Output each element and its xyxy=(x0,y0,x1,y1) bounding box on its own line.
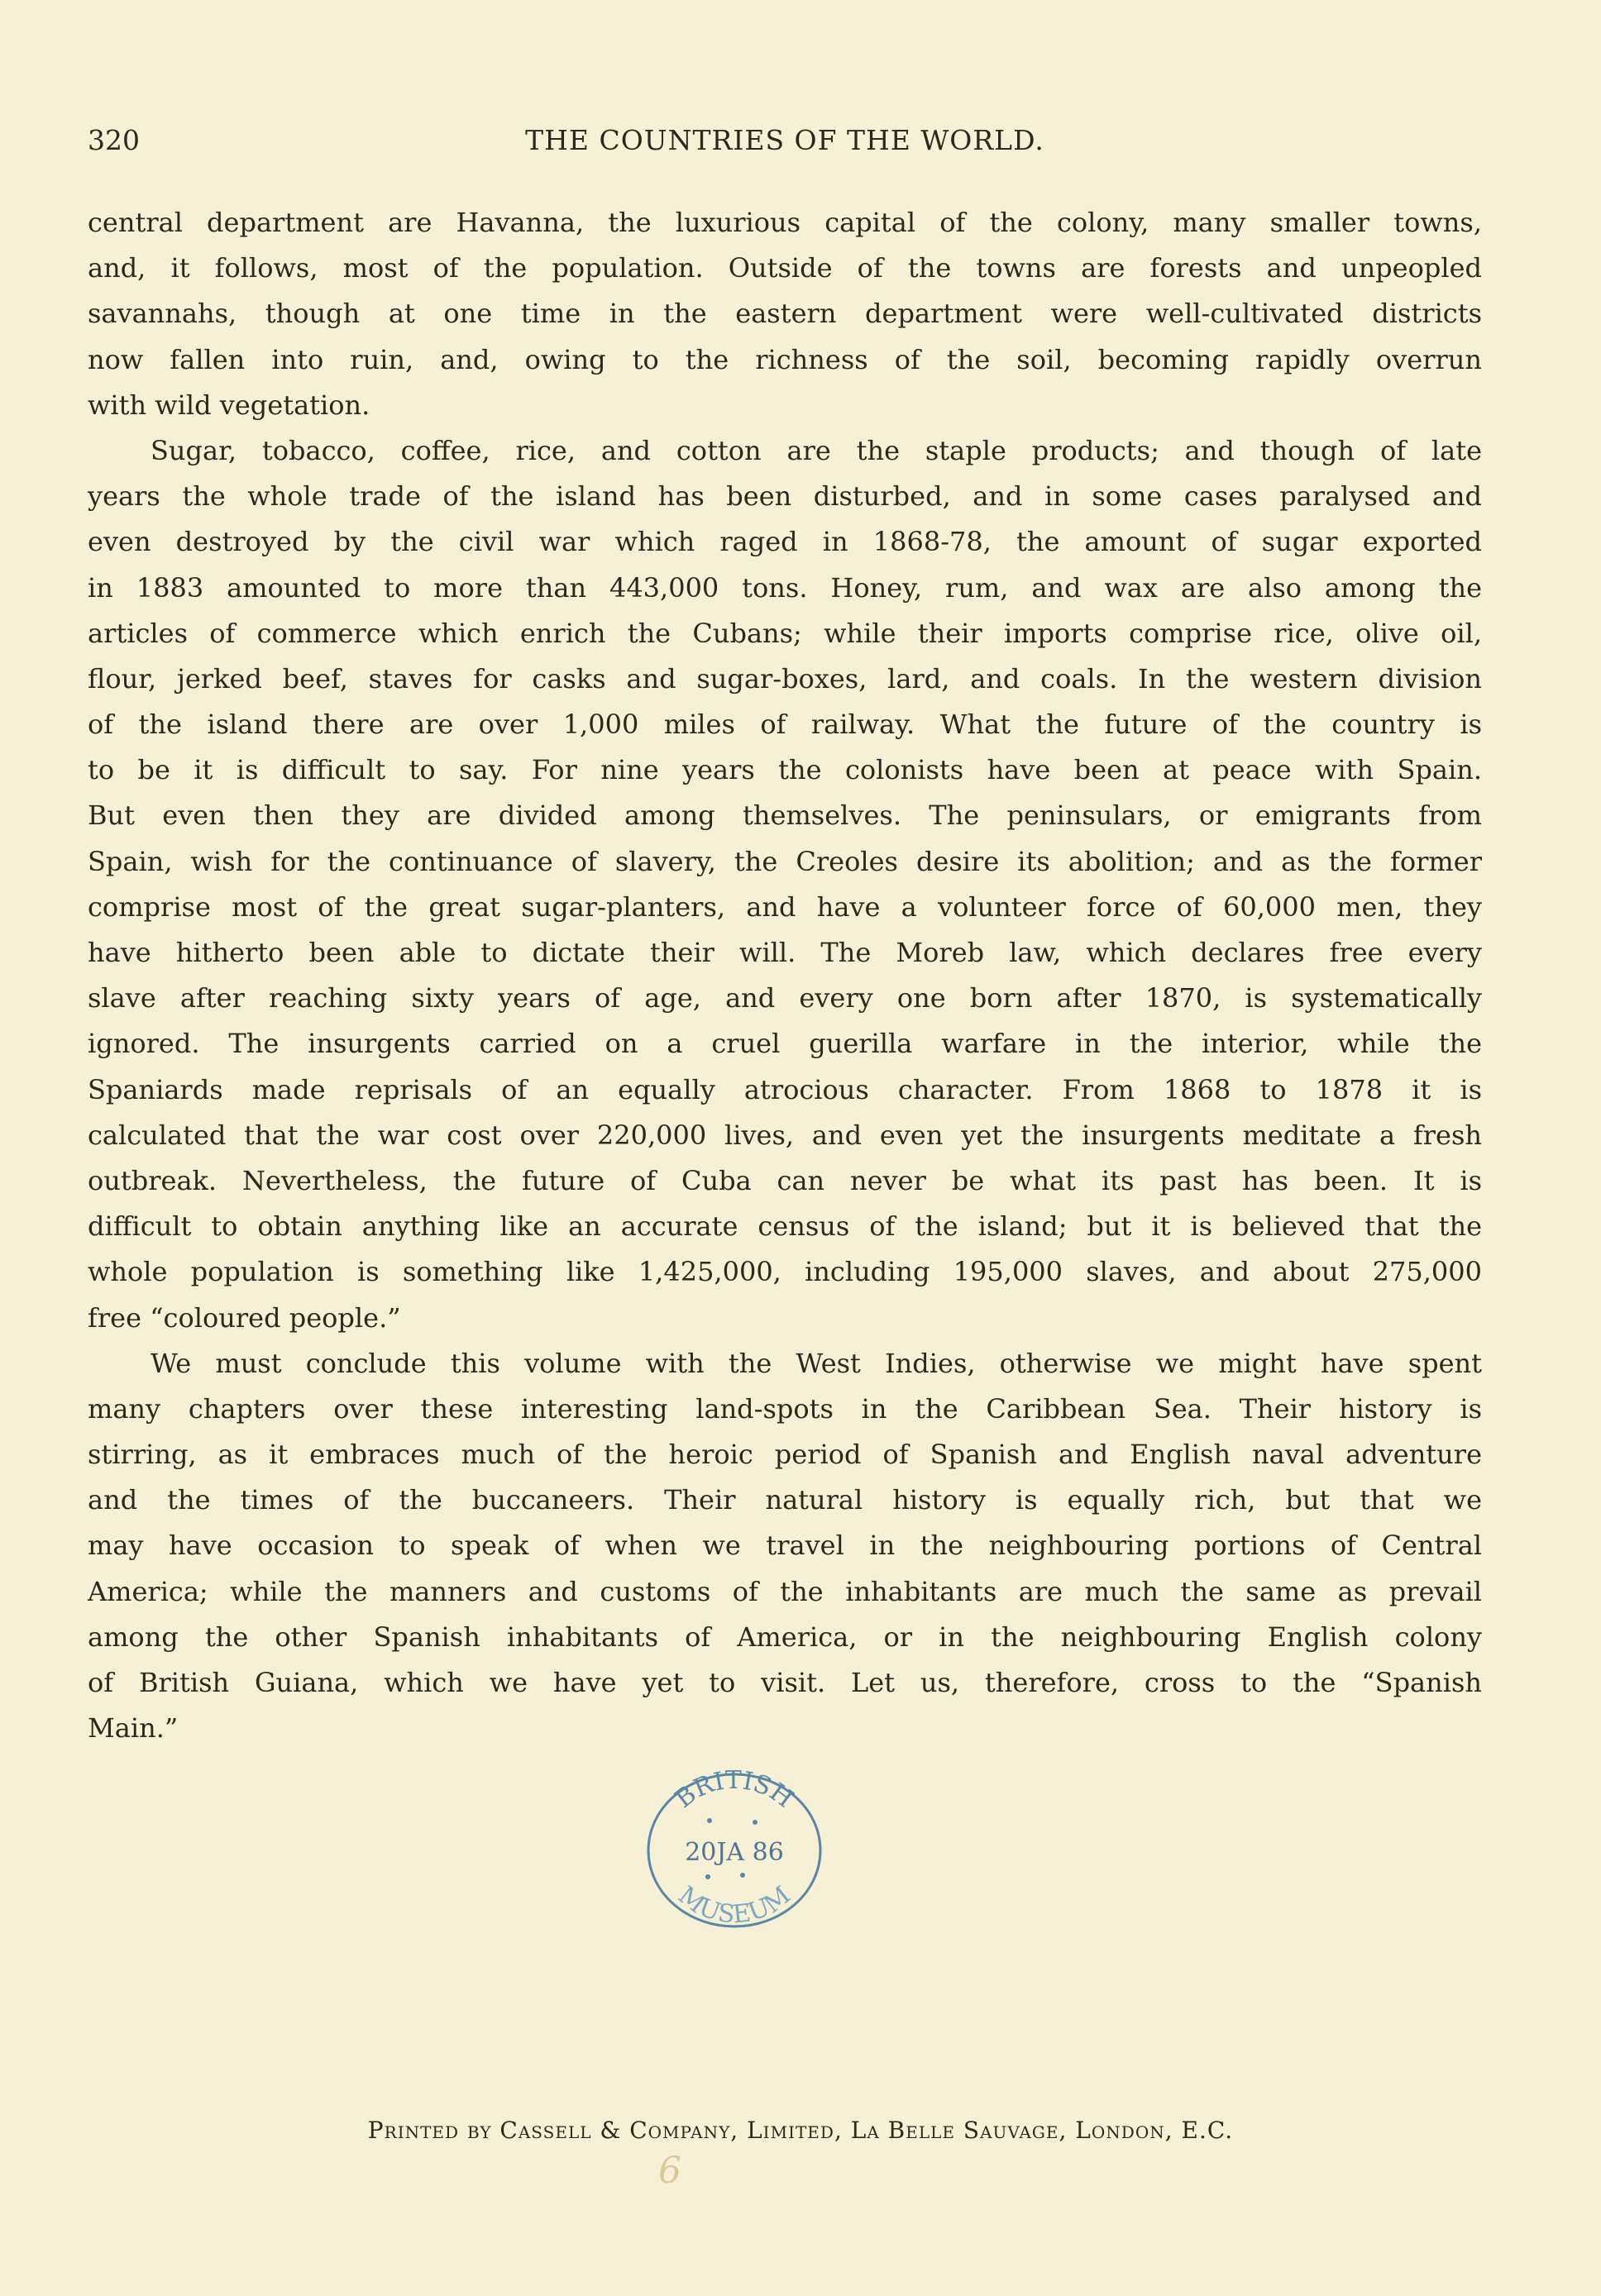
text-line: of British Guiana, which we have yet to visit. Let us, therefore, cross to the “Spanish xyxy=(88,1667,1482,1698)
text-line: have hitherto been able to dictate their will. The Moreb law, which declares free every xyxy=(88,937,1482,968)
stamp-date: 20JA 86 xyxy=(685,1838,784,1867)
text-line: with wild vegetation. xyxy=(88,389,370,421)
text-line: articles of commerce which enrich the Cubans; while their imports comprise rice, olive oil, xyxy=(88,617,1482,649)
text-line: Spain, wish for the continuance of slavery, the Creoles desire its abolition; and as the former xyxy=(88,845,1482,877)
handwritten-mark: 6 xyxy=(658,2150,681,2192)
text-line: difficult to obtain anything like an accurate census of the island; but it is believed that the xyxy=(88,1210,1482,1243)
text-line: and the times of the buccaneers. Their natural history is equally rich, but that we xyxy=(88,1484,1482,1516)
text-line: ignored. The insurgents carried on a cruel guerilla warfare in the interior, while the xyxy=(88,1028,1482,1060)
running-header xyxy=(88,124,1482,165)
page-number: 320 xyxy=(88,124,140,156)
text-line: of the island there are over 1,000 miles of railway. What the future of the country is xyxy=(88,709,1482,741)
text-line: Sugar, tobacco, coffee, rice, and cotton are the staple products; and though of late xyxy=(151,434,1482,466)
printer-imprint: Printed by Cassell & Company, Limited, La Belle Sauvage, London, E.C. xyxy=(367,2117,1234,2144)
text-line: stirring, as it embraces much of the heroic period of Spanish and English naval adventure xyxy=(88,1439,1482,1471)
text-line: years the whole trade of the island has been disturbed, and in some cases paralysed and xyxy=(88,480,1482,513)
text-line: central department are Havanna, the luxurious capital of the colony, many smaller towns, xyxy=(88,207,1482,238)
text-line: But even then they are divided among themselves. The peninsulars, or emigrants from xyxy=(88,800,1482,832)
text-line: calculated that the war cost over 220,000 lives, and even yet the insurgents meditate a fresh xyxy=(88,1119,1482,1151)
text-line: and, it follows, most of the population. Outside of the towns are forests and unpeopled xyxy=(88,252,1482,284)
text-line: free “coloured people.” xyxy=(88,1301,401,1334)
text-line: now fallen into ruin, and, owing to the richness of the soil, becoming rapidly overrun xyxy=(88,343,1482,375)
text-line: many chapters over these interesting land-spots in the Caribbean Sea. Their history is xyxy=(88,1392,1482,1425)
running-title: THE COUNTRIES OF THE WORLD. xyxy=(525,124,1044,156)
stamp-bottom-text: MUSEUM xyxy=(672,1880,796,1930)
text-line: flour, jerked beef, staves for casks and sugar-boxes, lard, and coals. In the western division xyxy=(88,662,1482,695)
text-line: savannahs, though at one time in the eastern department were well-cultivated districts xyxy=(88,298,1482,330)
text-line: whole population is something like 1,425,000, including 195,000 slaves, and about 275,000 xyxy=(88,1256,1482,1288)
text-line: outbreak. Nevertheless, the future of Cuba can never be what its past has been. It is xyxy=(88,1164,1482,1196)
text-line: even destroyed by the civil war which raged in 1868-78, the amount of sugar exported xyxy=(88,526,1482,558)
text-line: in 1883 amounted to more than 443,000 tons. Honey, rum, and wax are also among the xyxy=(88,571,1482,604)
stamp-top-text: BRITISH xyxy=(669,1769,799,1814)
text-line: comprise most of the great sugar-planters, and have a volunteer force of 60,000 men, they xyxy=(88,890,1482,923)
text-line: slave after reaching sixty years of age, and every one born after 1870, is systematically xyxy=(88,982,1482,1014)
text-line: America; while the manners and customs of the inhabitants are much the same as prevail xyxy=(88,1575,1482,1607)
text-line: Spaniards made reprisals of an equally atrocious character. From 1868 to 1878 it is xyxy=(88,1073,1482,1105)
british-museum-stamp xyxy=(643,1769,825,1931)
text-line: may have occasion to speak of when we travel in the neighbouring portions of Central xyxy=(88,1530,1482,1562)
text-line: Main.” xyxy=(88,1712,179,1745)
text-line: We must conclude this volume with the West Indies, otherwise we might have spent xyxy=(151,1347,1482,1379)
body-text xyxy=(88,200,1482,1751)
text-line: among the other Spanish inhabitants of America, or in the neighbouring English colony xyxy=(88,1621,1482,1653)
text-line: to be it is difficult to say. For nine years the colonists have been at peace with Spain. xyxy=(88,754,1482,786)
